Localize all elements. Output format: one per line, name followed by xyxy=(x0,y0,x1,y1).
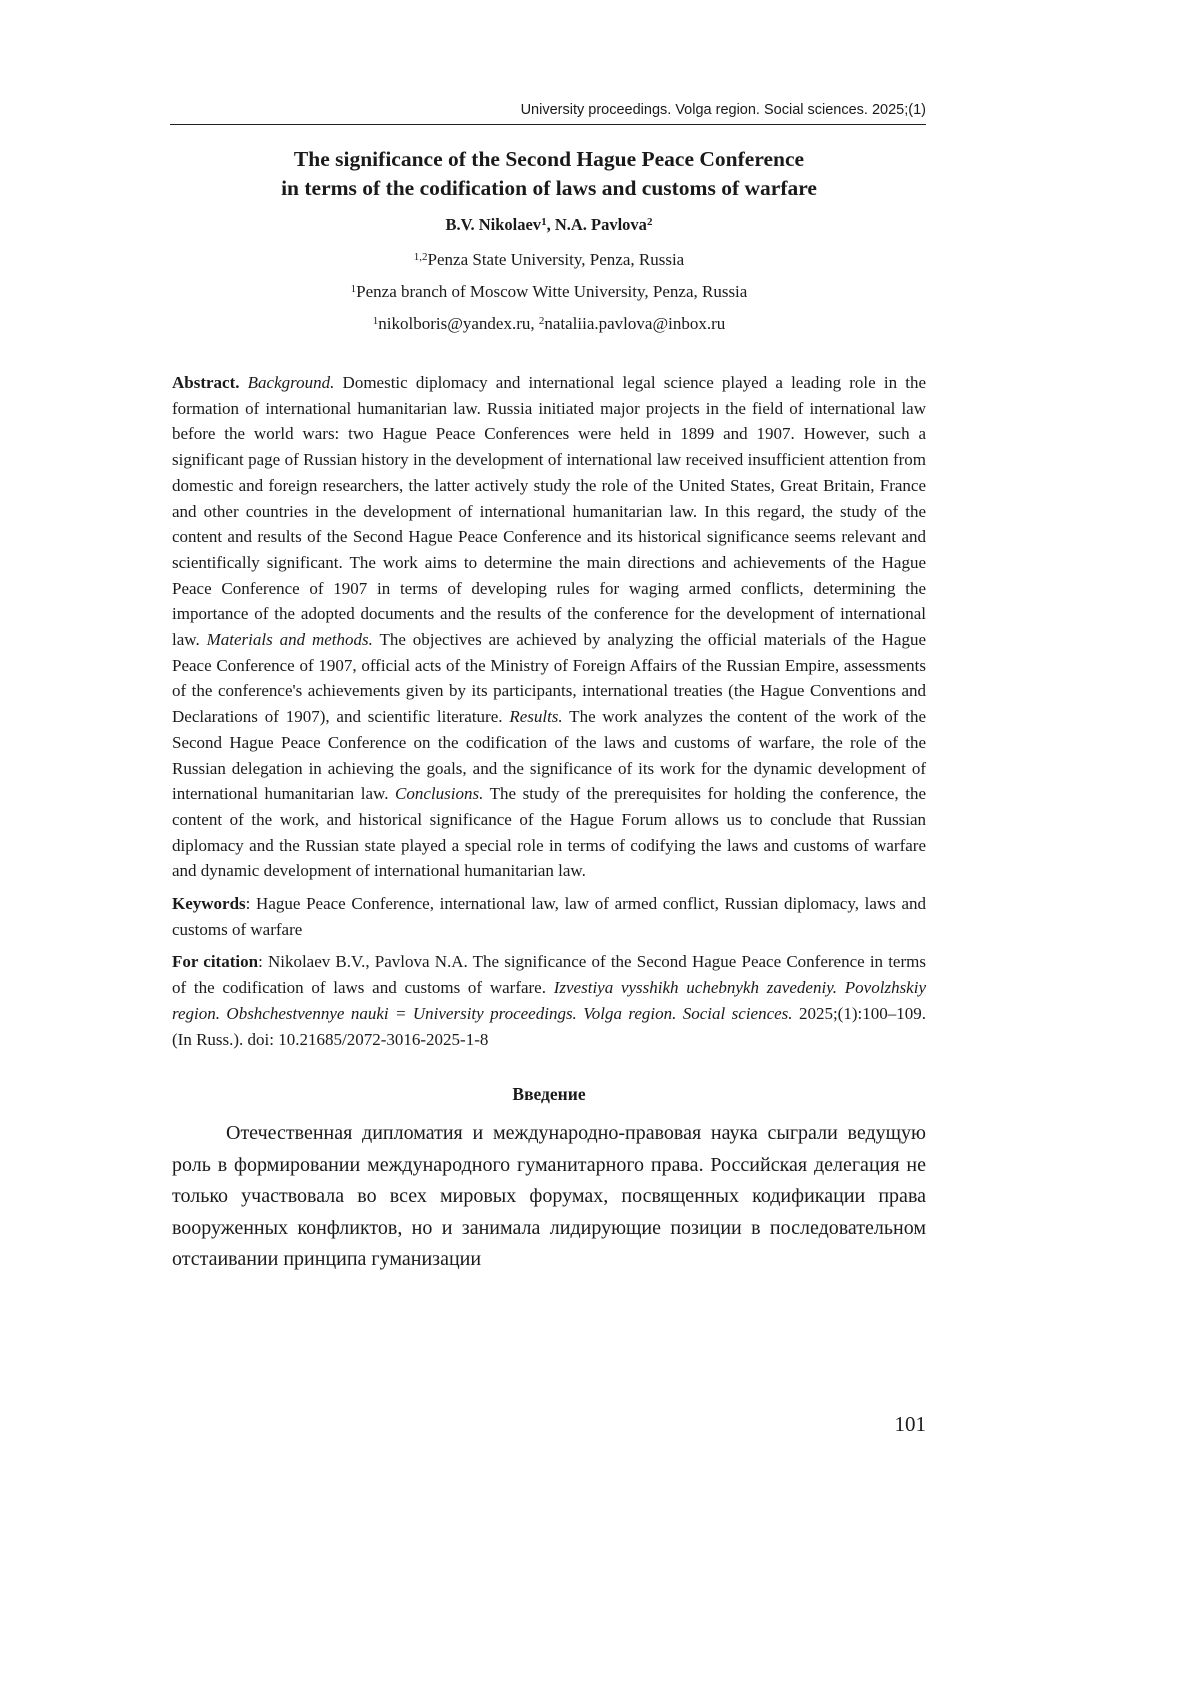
email-2-sup: 2 xyxy=(538,315,545,327)
article-title xyxy=(172,145,926,203)
title-line-1: The significance of the Second Hague Peace Conference xyxy=(293,147,805,171)
affiliation-2 xyxy=(172,280,926,304)
affiliation-1-text: Penza State University, Penza, Russia xyxy=(427,250,685,269)
affiliation-2-sup: 1 xyxy=(350,283,357,295)
background-text: Domestic diplomacy and international legal science played a leading role in the formation of international humanitarian law. Russia initiated major projects in the field of international law before the world wars: two Hague Peace Conferences were held in 1899 and 1907. However, such a significant page of Russian history in the development of international law received insufficient attention from domestic and foreign researchers, the latter actively study the role of the United States, Great Britain, France and other countries in the development of international humanitarian law. In this regard, the study of the content and results of the Second Hague Peace Conference and its historical significance seems relevant and scientifically significant. The work aims to determine the main directions and achievements of the Hague Peace Conference of 1907 in terms of developing rules for waging armed conflicts, determining the importance of the adopted documents and the results of the conference for the development of international law. xyxy=(172,373,926,650)
results-text: The work analyzes the content of the work of the Second Hague Peace Conference on the codification of the laws and customs of warfare, the role of the Russian delegation in achieving the goals, and the significance of its work for the dynamic development of international humanitarian law. xyxy=(172,707,926,804)
email-2: nataliia.pavlova@inbox.ru xyxy=(544,314,726,333)
methods-text: The objectives are achieved by analyzing the official materials of the Hague Peace Conference of 1907, official acts of the Ministry of Foreign Affairs of the Russian Empire, assessments of the conference's achievements given by its participants, international treaties (the Hague Conventions and Declarations of 1907), and scientific literature. xyxy=(172,630,926,727)
citation-label: For citation xyxy=(172,952,259,972)
author-1: B.V. Nikolaev xyxy=(445,215,542,234)
author-2: N.A. Pavlova xyxy=(554,215,647,234)
affiliation-1 xyxy=(172,248,926,272)
email-1-sup: 1 xyxy=(372,315,379,327)
title-line-2: in terms of the codification of laws and customs of warfare xyxy=(281,176,817,200)
intro-heading: Введение xyxy=(512,1084,586,1105)
running-header: University proceedings. Volga region. Social sciences. 2025;(1) xyxy=(170,100,926,125)
emails-line xyxy=(172,312,926,336)
background-label: Background. xyxy=(247,373,335,392)
results-label: Results. xyxy=(509,707,563,727)
author-separator: , xyxy=(546,215,555,234)
citation-journal: Izvestiya vysshikh uchebnykh zavedeniy. Povolzhskiy region. Obshchestvennye nauki = University proceedings. Volga region. Social sciences. xyxy=(172,978,926,1023)
conclusions-text: The study of the prerequisites for holding the conference, the content of the work, and historical significance of the Hague Forum allows us to conclude that Russian diplomacy and the Russian state played a special role in terms of codifying the laws and customs of warfare and dynamic development of international humanitarian law. xyxy=(172,784,927,881)
abstract-label: Abstract. xyxy=(172,373,240,392)
authors-line xyxy=(172,214,926,236)
methods-label: Materials and methods. xyxy=(206,630,373,650)
citation-text-before: : Nikolaev B.V., Pavlova N.A. The significance of the Second Hague Peace Conference in terms of the codification of laws and customs of warfare. xyxy=(172,952,926,998)
citation-text-after: 2025;(1):100–109. (In Russ.). doi: xyxy=(172,1003,926,1049)
abstract xyxy=(172,370,926,884)
citation-doi: 10.21685/2072-3016-2025-1-8 xyxy=(278,1029,489,1049)
citation xyxy=(172,949,926,1052)
intro-paragraph: Отечественная дипломатия и международно-правовая наука сыграли ведущую роль в формировании международного гуманитарного права. Российская делегация не только участвовала во всех мировых форумах, посвященных кодификации права вооруженных конфликтов, но и занимала лидирующие позиции в последовательном отстаивании принципа гуманизации xyxy=(172,1122,926,1271)
author-2-sup: 2 xyxy=(646,216,653,228)
page-number: 101 xyxy=(894,1412,926,1436)
keywords-label: Keywords xyxy=(172,894,246,914)
email-1: nikolboris@yandex.ru, xyxy=(378,314,539,333)
keywords-text: : Hague Peace Conference, international law, law of armed conflict, Russian diplomacy, laws and customs of warfare xyxy=(172,894,926,939)
affiliation-1-sup: 1,2 xyxy=(413,251,428,263)
conclusions-label: Conclusions. xyxy=(395,784,484,804)
author-1-sup: 1 xyxy=(541,216,547,228)
keywords xyxy=(172,891,926,942)
article-content xyxy=(172,145,926,1276)
affiliation-2-text: Penza branch of Moscow Witte University, Penza, Russia xyxy=(356,282,748,301)
